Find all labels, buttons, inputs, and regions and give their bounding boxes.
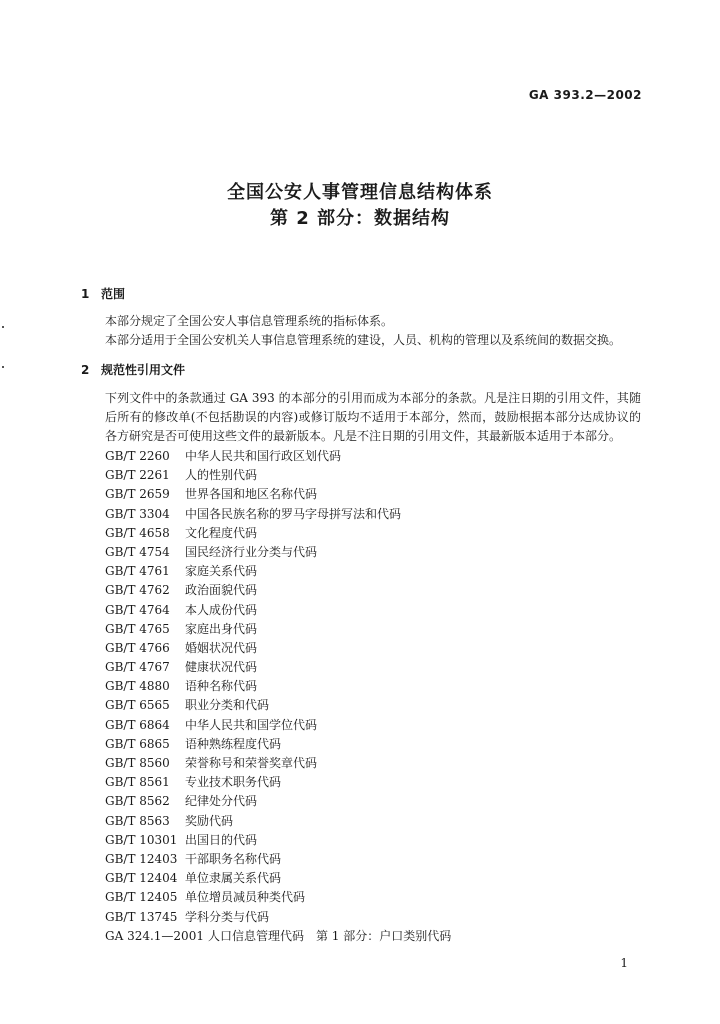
reference-item [105, 485, 451, 504]
title-subtitle: 第 2 部分：数据结构 [269, 208, 451, 229]
title-main: 全国公安人事管理信息结构体系 [227, 182, 493, 203]
reference-code: GB/T 6865 [105, 736, 170, 751]
reference-code: GB/T 8563 [105, 813, 170, 828]
section-title: 规范性引用文件 [101, 363, 186, 377]
reference-item [105, 447, 451, 466]
reference-code: GB/T 2260 [105, 449, 170, 463]
reference-code: GB/T 8562 [105, 794, 170, 809]
reference-code: GB/T 6864 [105, 717, 170, 732]
normative-reference-list [105, 447, 451, 946]
reference-item [105, 524, 451, 543]
reference-title: 纪律处分代码 [185, 794, 258, 809]
reference-title: 单位增员减员种类代码 [185, 890, 306, 905]
reference-code: GB/T 4658 [105, 525, 170, 540]
reference-item [105, 850, 451, 869]
reference-title: 中国各民族名称的罗马字母拼写法和代码 [185, 506, 402, 521]
reference-code: GB/T 13745 [105, 909, 178, 924]
paragraph-text: 本部分适用于全国公安机关人事信息管理系统的建设，人员、机构的管理以及系统间的数据交换。 [105, 333, 622, 347]
reference-code: GB/T 4754 [105, 544, 170, 559]
reference-title: 奖励代码 [185, 813, 234, 828]
reference-code: GB/T 6565 [105, 698, 170, 713]
reference-code: GB/T 8561 [105, 775, 170, 790]
reference-title: 职业分类和代码 [185, 698, 270, 713]
reference-item [105, 735, 451, 754]
reference-code: GB/T 4761 [105, 564, 170, 579]
reference-title: 单位隶属关系代码 [185, 871, 282, 886]
paragraph-text: 本部分规定了全国公安人事信息管理系统的指标体系。 [105, 314, 394, 328]
standard-number: GA 393.2—2002 [528, 88, 642, 102]
reference-code: GA 324.1—2001 [105, 928, 204, 943]
paragraph-text: 下列文件中的条款通过 GA 393 的本部分的引用而成为本部分的条款。凡是注日期的引用文件，其随后所有的修改单(不包括勘误的内容)或修订版均不适用于本部分，然而，鼓励根据本部分达成协议的各方研究是否可使用这些文件的最新版本。凡是不注日期的引用文件，其最新版本适用于本部分。 [105, 391, 641, 443]
reference-code: GB/T 8560 [105, 756, 170, 770]
reference-title: 世界各国和地区名称代码 [185, 487, 318, 502]
document-title [0, 180, 720, 232]
reference-title: 荣誉称号和荣誉奖章代码 [185, 756, 318, 770]
reference-code: GB/T 2261 [105, 468, 170, 483]
reference-item [105, 601, 451, 620]
reference-item [105, 466, 451, 485]
reference-code: GB/T 4762 [105, 583, 170, 598]
reference-title: 家庭关系代码 [185, 564, 258, 579]
reference-item [105, 869, 451, 888]
reference-item [105, 562, 451, 581]
reference-code: GB/T 10301 [105, 832, 178, 847]
reference-title: 出国日的代码 [185, 832, 258, 847]
scan-margin-mark [2, 326, 4, 328]
reference-title: 人的性别代码 [185, 468, 258, 483]
reference-code: GB/T 3304 [105, 506, 170, 521]
reference-item [105, 620, 451, 639]
reference-item [105, 543, 451, 562]
reference-title: 健康状况代码 [185, 660, 258, 675]
reference-code: GB/T 4764 [105, 602, 170, 617]
section-1-paragraph-1 [81, 312, 641, 331]
reference-title: 中华人民共和国行政区划代码 [185, 449, 342, 463]
reference-title: 政治面貌代码 [185, 583, 258, 598]
section-2-heading [81, 361, 185, 378]
reference-item [105, 792, 451, 811]
reference-item [105, 505, 451, 524]
reference-code: GB/T 2659 [105, 487, 170, 502]
reference-code: GB/T 4880 [105, 679, 170, 694]
reference-title: 语种名称代码 [185, 679, 258, 694]
reference-title: 人口信息管理代码 第 1 部分：户口类别代码 [207, 928, 452, 943]
reference-code: GB/T 4767 [105, 660, 170, 675]
reference-title: 中华人民共和国学位代码 [185, 717, 318, 732]
section-2-paragraph-1 [81, 389, 641, 446]
reference-title: 干部职务名称代码 [185, 851, 282, 866]
reference-item [105, 908, 451, 927]
reference-title: 婚姻状况代码 [185, 640, 258, 655]
reference-item [105, 658, 451, 677]
reference-title: 文化程度代码 [185, 525, 258, 540]
section-number: 2 [81, 363, 90, 377]
reference-code: GB/T 12405 [105, 890, 178, 905]
page-number: 1 [620, 956, 628, 970]
reference-code: GB/T 4765 [105, 621, 170, 636]
reference-item [105, 888, 451, 907]
reference-title: 语种熟练程度代码 [185, 736, 282, 751]
reference-item [105, 831, 451, 850]
reference-item [105, 581, 451, 600]
reference-item [105, 812, 451, 831]
reference-code: GB/T 12403 [105, 851, 178, 866]
reference-item [105, 754, 451, 773]
reference-title: 本人成份代码 [185, 602, 258, 617]
section-number: 1 [81, 287, 90, 301]
reference-item [105, 773, 451, 792]
reference-title: 家庭出身代码 [185, 621, 258, 636]
reference-title: 学科分类与代码 [185, 909, 270, 924]
reference-code: GB/T 4766 [105, 640, 170, 655]
reference-item [105, 716, 451, 735]
section-title: 范围 [101, 287, 126, 301]
reference-item [105, 927, 451, 946]
reference-title: 国民经济行业分类与代码 [185, 544, 318, 559]
reference-title: 专业技术职务代码 [185, 775, 282, 790]
section-1-paragraph-2 [81, 331, 641, 350]
section-1-heading [81, 285, 125, 302]
scan-margin-mark [2, 366, 4, 368]
reference-item [105, 677, 451, 696]
reference-item [105, 696, 451, 715]
reference-code: GB/T 12404 [105, 871, 178, 886]
reference-item [105, 639, 451, 658]
